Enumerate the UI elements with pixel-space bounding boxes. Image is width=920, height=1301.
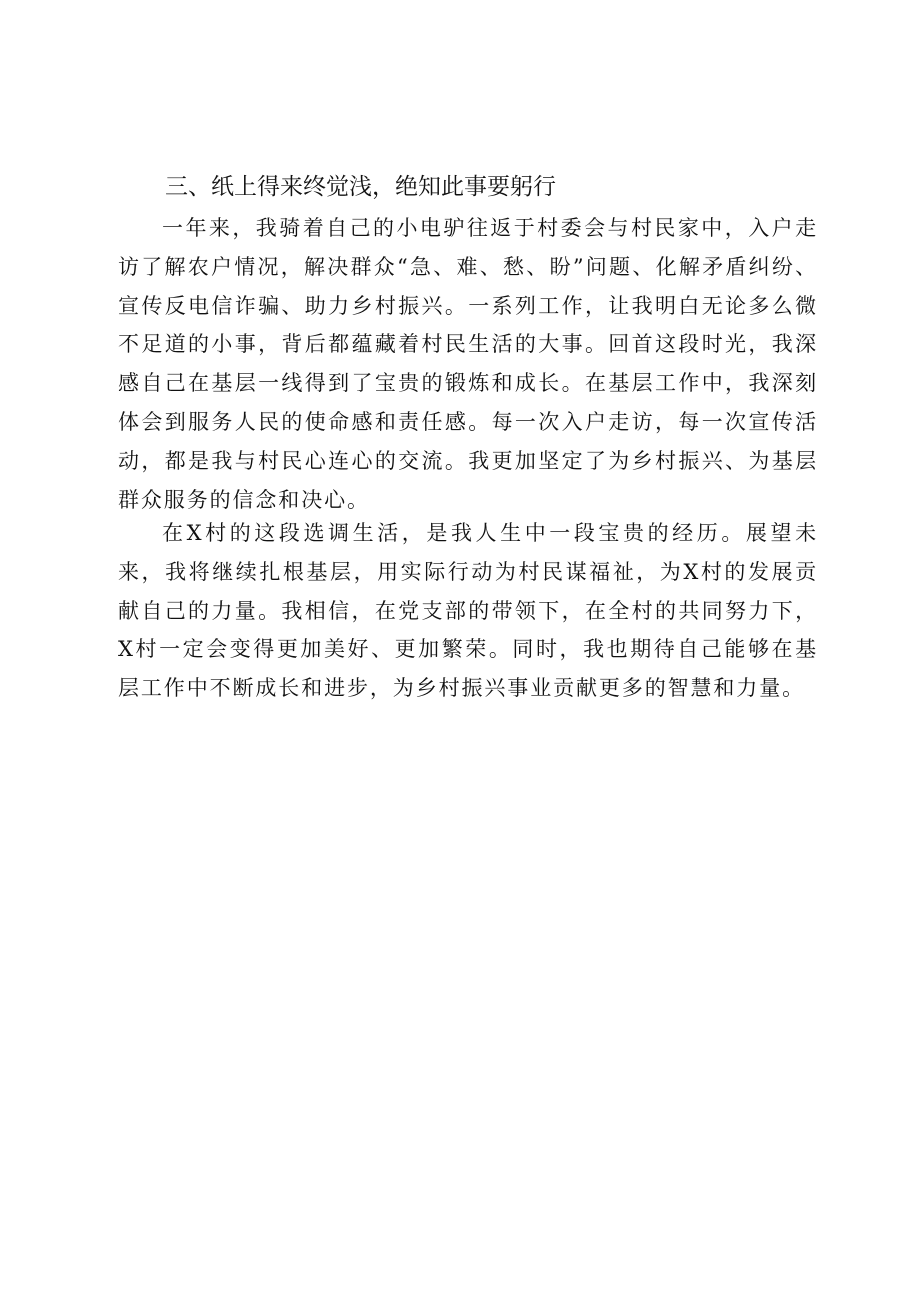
section-heading: 三、纸上得来终觉浅，绝知此事要躬行 [165,174,556,200]
body-paragraph-2: 在X村的这段选调生活，是我人生中一段宝贵的经历。展望未来，我将继续扎根基层，用实际行动为村民谋福祉，为X村的发展贡献自己的力量。我相信，在党支部的带领下，在全村的共同努力下，X村一定会变得更加美好、更加繁荣。同时，我也期待自己能够在基层工作中不断成长和进步，为乡村振兴事业贡献更多的智慧和力量。 [118,521,818,701]
body-paragraph-1: 一年来，我骑着自己的小电驴往返于村委会与村民家中，入户走访了解农户情况，解决群众“急、难、愁、盼”问题、化解矛盾纠纷、宣传反电信诈骗、助力乡村振兴。一系列工作，让我明白无论多么微不足道的小事，背后都蕴藏着村民生活的大事。回首这段时光，我深感自己在基层一线得到了宝贵的锻炼和成长。在基层工作中，我深刻体会到服务人民的使命感和责任感。每一次入户走访，每一次宣传活动，都是我与村民心连心的交流。我更加坚定了为乡村振兴、为基层群众服务的信念和决心。 [118,216,818,512]
